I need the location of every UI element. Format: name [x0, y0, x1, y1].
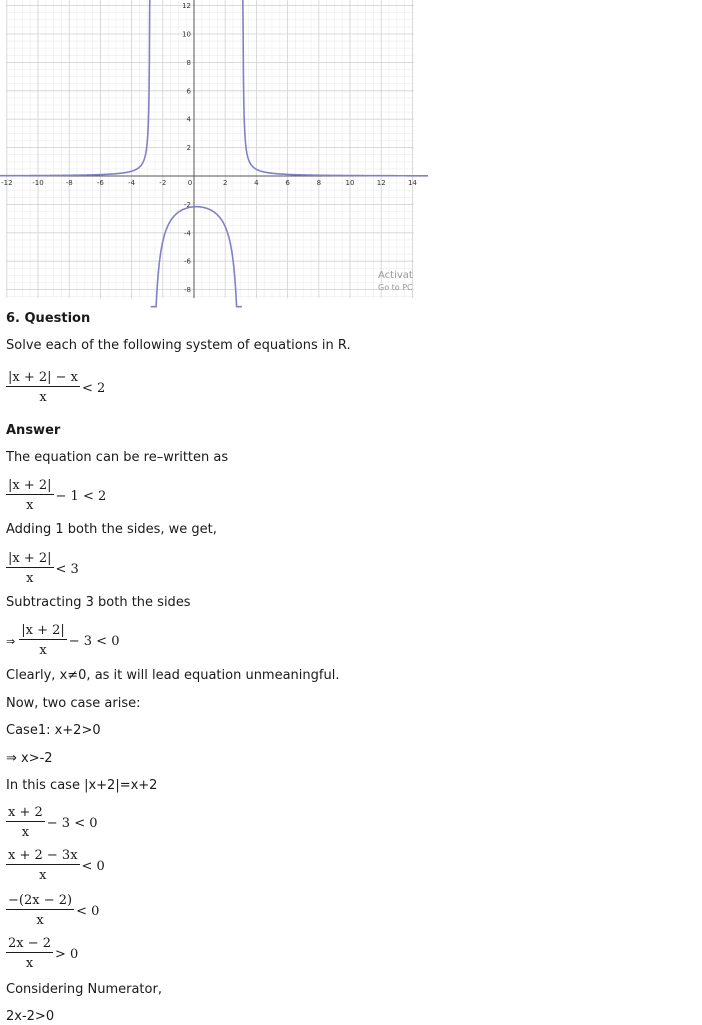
step-expression: [6, 623, 119, 659]
function-graph: [1, 0, 417, 298]
answer-heading: Answer: [6, 423, 61, 438]
numerator: x + 2: [8, 805, 43, 820]
watermark-line1: Activat: [378, 270, 413, 281]
denominator: x: [26, 571, 34, 586]
x-tick-label: 6: [285, 179, 290, 187]
step-expression: [6, 551, 79, 587]
x-tick-label: 2: [222, 179, 228, 187]
x-tick-label: -4: [128, 179, 136, 187]
denominator: x: [36, 913, 44, 928]
x-tick-label: -2: [159, 179, 167, 187]
step-text: In this case |x+2|=x+2: [6, 778, 158, 793]
denominator: x: [25, 956, 34, 971]
y-tick-label: 12: [182, 2, 191, 11]
step-text: Case1: x+2>0: [6, 723, 101, 738]
denominator: x: [21, 825, 30, 840]
x-tick-label: 8: [316, 179, 322, 187]
y-tick-label: 10: [182, 30, 191, 39]
inequality-tail: − 1 < 2: [55, 488, 107, 504]
y-tick-label: 8: [186, 58, 191, 67]
step-expression: [6, 893, 99, 929]
y-tick-labels: [182, 2, 191, 294]
numerator: |x + 2|: [8, 478, 52, 493]
step-text: Now, two case arise:: [6, 696, 141, 711]
curve-middle-branch: [151, 207, 242, 307]
denominator: x: [39, 868, 47, 883]
question-prompt: Solve each of the following system of equations in R.: [6, 338, 351, 353]
y-tick-label: -8: [184, 286, 191, 295]
y-tick-label: 2: [186, 144, 191, 153]
step-text: 2x-2>0: [6, 1009, 55, 1024]
inequality-tail: < 0: [76, 903, 100, 919]
denominator: x: [39, 643, 47, 658]
numerator: |x + 2| − x: [8, 370, 79, 385]
y-tick-label: -4: [184, 229, 191, 238]
step-text: ⇒ x>-2: [6, 751, 53, 766]
numerator: |x + 2|: [21, 623, 65, 638]
curves: [0, 0, 428, 307]
question-expression: [6, 370, 105, 406]
step-text: The equation can be re–written as: [6, 450, 229, 465]
x-tick-label: -12: [1, 179, 13, 187]
step-expression: [6, 936, 78, 972]
inequality-tail: > 0: [55, 946, 79, 962]
denominator: x: [26, 498, 34, 513]
x-tick-label: 4: [254, 179, 259, 187]
step-expression: [6, 805, 98, 841]
x-tick-label: 10: [345, 179, 355, 187]
step-text: Adding 1 both the sides, we get,: [6, 522, 217, 537]
numerator: |x + 2|: [8, 551, 52, 566]
y-tick-label: 6: [186, 87, 191, 96]
x-tick-label: -6: [96, 179, 104, 187]
step-text: Clearly, x≠0, as it will lead equation unmeaningful.: [6, 668, 340, 683]
watermark-line2: Go to PC: [378, 283, 413, 292]
y-tick-label: 4: [186, 115, 191, 124]
implies-arrow: ⇒: [6, 634, 16, 648]
inequality-tail: − 3 < 0: [68, 633, 120, 649]
numerator: 2x − 2: [8, 936, 52, 951]
numerator: −(2x − 2): [8, 893, 73, 908]
x-tick-label: 0: [187, 179, 193, 187]
step-expression: [6, 848, 105, 884]
x-tick-label: -8: [65, 179, 73, 187]
major-grid: [6, 0, 414, 298]
x-tick-label: 12: [376, 179, 386, 187]
x-tick-label: 14: [407, 179, 417, 187]
denominator: x: [39, 390, 47, 405]
step-text: Considering Numerator,: [6, 982, 162, 997]
inequality-tail: < 2: [82, 380, 106, 396]
step-expression: [6, 478, 106, 514]
y-tick-label: -6: [184, 257, 191, 266]
y-tick-label: -2: [184, 200, 191, 209]
numerator: x + 2 − 3x: [8, 848, 78, 863]
curve-right-branch: [243, 0, 428, 176]
fraction: [6, 370, 80, 406]
x-tick-label: -10: [32, 179, 44, 187]
step-text: Subtracting 3 both the sides: [6, 595, 191, 610]
inequality-tail: < 0: [81, 858, 105, 874]
question-heading: 6. Question: [6, 311, 91, 326]
inequality-tail: < 3: [55, 561, 79, 577]
minor-grid: [6, 0, 414, 298]
inequality-tail: − 3 < 0: [46, 815, 98, 831]
